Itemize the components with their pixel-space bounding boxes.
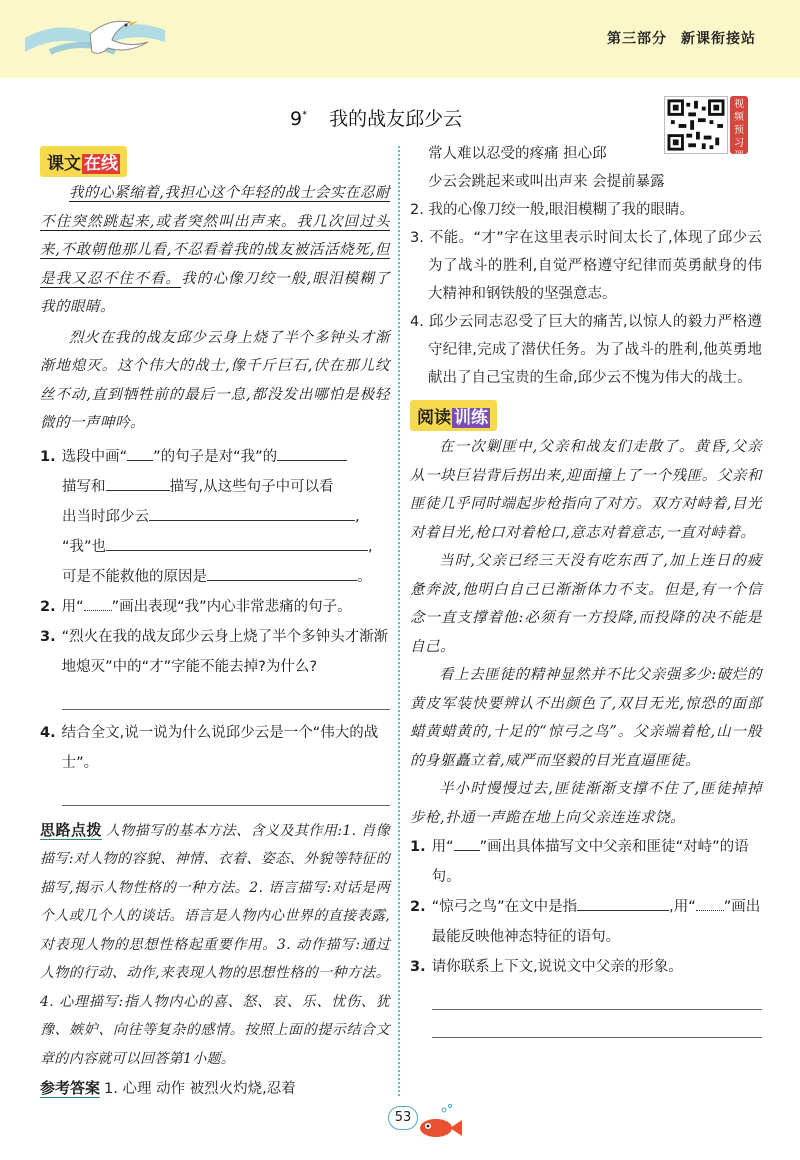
lesson-title xyxy=(290,104,462,131)
rq3-answer-line-1[interactable] xyxy=(432,982,762,1010)
answer-cont-2: 少云会跳起来或叫出声来 会提前暴露 xyxy=(428,174,665,190)
reading-paragraph-3: 看上去匪徒的精神显然并不比父亲强多少:破烂的黄皮军装快要辨认不出颜色了,双目无光,惊恐的面部蜡黄蜡黄的,十足的“惊弓之鸟”。父亲端着枪,山一般的身躯矗立着,威严而坚毅的目光直逼匪徒。 xyxy=(410,667,762,769)
q4-text: 结合全文,说一说为什么说邱少云是一个“伟大的战士”。 xyxy=(61,724,379,771)
q1-blank-3[interactable] xyxy=(149,506,355,521)
q1-mark-blank[interactable] xyxy=(127,446,153,461)
q2-part-b: ”画出表现“我”内心非常悲痛的句子。 xyxy=(111,598,352,615)
q1-part-b: ”的句子是对“我”的 xyxy=(153,448,278,465)
badge-a: 课文 xyxy=(47,154,81,174)
q2-number: 2. xyxy=(40,598,56,615)
answer-2: 2. 我的心像刀绞一般,眼泪模糊了我的眼睛。 xyxy=(410,202,695,218)
badge-b: 在线 xyxy=(84,154,118,174)
reading-question-2 xyxy=(410,892,762,952)
q4-answer-line[interactable] xyxy=(62,778,390,806)
q2-wavy-mark xyxy=(84,596,112,611)
section-label xyxy=(607,28,756,48)
rq3-text: 请你联系上下文,说说文中父亲的形象。 xyxy=(431,959,683,975)
answer-block xyxy=(40,1073,390,1104)
passage-underlined: 我的心紧缩着,我担心这个年轻的战士会实在忍耐不住突然跳起来,或者突然叫出声来。我几次回过头来,不敢朝他那儿看,不忍看着我的战友被活活烧死,但是我又忍不住不看。 xyxy=(40,185,390,287)
q1-blank-4[interactable] xyxy=(106,536,368,551)
tip-block xyxy=(40,816,390,1074)
rq2-number: 2. xyxy=(410,899,426,915)
passage-paragraph-1 xyxy=(40,179,390,322)
fish-submarine-icon xyxy=(414,1102,464,1142)
q1-blank-2[interactable] xyxy=(106,476,170,491)
answer-3: 3. 不能。“才”字在这里表示时间太长了,体现了邱少云为了战斗的胜利,自觉严格遵守纪律而英勇献身的伟大精神和钢铁般的坚强意志。 xyxy=(410,230,762,302)
rq1-mark-blank[interactable] xyxy=(454,837,480,852)
passage-paragraph-2: 烈火在我的战友邱少云身上烧了半个多钟头才渐渐地熄灭。这个伟大的战士,像千斤巨石,伏在那儿纹丝不动,直到牺牲前的最后一息,都没发出哪怕是极轻微的一声呻吟。 xyxy=(40,329,390,431)
question-4 xyxy=(40,718,390,778)
seagull-icon xyxy=(20,8,170,70)
answer-label: 参考答案 xyxy=(40,1079,101,1097)
column-divider xyxy=(398,146,400,1096)
reading-question-3 xyxy=(410,952,762,982)
rq1-number: 1. xyxy=(410,839,426,855)
rq1-part-a: 用“ xyxy=(431,839,454,855)
reading-paragraph-2: 当时,父亲已经三天没有吃东西了,加上连日的疲惫奔波,他明白自己已渐渐体力不支。但是,有一个信念一直支撑着他:必须有一方投降,而投降的决不能是自己。 xyxy=(410,553,762,655)
badge-reading-training xyxy=(410,400,497,431)
rq2-part-c: ”画出最能反映他神态特征的语句。 xyxy=(431,899,761,945)
reading-paragraph-1: 在一次剿匪中,父亲和战友们走散了。黄昏,父亲从一块巨岩背后拐出来,迎面撞上了一个残匪。父亲和匪徒几乎同时端起步枪指向了对方。双方对峙着,目光对着目光,枪口对着枪口,意志对着意志,一直对峙着。 xyxy=(410,439,762,541)
q1-part-a: 选段中画“ xyxy=(61,448,128,465)
answer-cont-1: 常人难以忍受的疼痛 担心邱 xyxy=(428,146,607,162)
rq3-answer-line-2[interactable] xyxy=(432,1010,762,1038)
station-label: 新课衔接站 xyxy=(681,31,756,47)
read-badge-b: 训练 xyxy=(454,408,488,428)
answer-text: 1. 心理 动作 被烈火灼烧,忍着 xyxy=(104,1081,296,1097)
q1-part-d: 描写,从这些句子中可以看 xyxy=(169,478,334,495)
rq2-part-a: “惊弓之鸟”在文中是指 xyxy=(431,899,578,915)
rq2-blank[interactable] xyxy=(577,897,669,912)
q4-number: 4. xyxy=(40,724,56,741)
q1-part-g: 可是不能救他的原因是 xyxy=(62,568,207,585)
tip-text: 人物描写的基本方法、含义及其作用:1. 肖像描写:对人物的容貌、神情、衣着、姿态、外貌等特征的描写,揭示人物性格的一种方法。2. 语言描写:对话是两个人或几个人的谈话。语言是人物内心世界的直接表露,对表现人物的思想性格起重要作用。3. 动作描写:通过人物的行动、动作,来表现人物的思想性格的一种方法。4. 心理描写:指人物内心的喜、怒、哀、乐、忧伤、犹豫、嫉妒、向往等复杂的感情。按照上面的提示结合文章的内容就可以回答第1小题。 xyxy=(40,822,391,1067)
qr-tag: 视频预习课 xyxy=(730,96,748,154)
reading-question-1 xyxy=(410,832,762,892)
q1-part-e: 出当时邱少云 xyxy=(62,508,149,525)
lesson-title-text: 我的战友邱少云 xyxy=(329,108,463,130)
right-column xyxy=(410,140,762,1038)
lesson-number: 9 xyxy=(290,108,303,130)
badge-text-online xyxy=(40,146,127,177)
left-column xyxy=(40,146,390,1104)
lesson-mark: * xyxy=(302,109,308,121)
q1-number: 1. xyxy=(40,448,56,465)
part-label: 第三部分 xyxy=(607,31,667,47)
question-2 xyxy=(40,592,390,622)
question-1: 1. 选段中画“ ”的句子是对“我”的 描写和 描写,从这些句子中可以看 出当时邱少云 , “我”也 , 可是不能救他的原因是 。 xyxy=(40,442,390,592)
q1-blank-5[interactable] xyxy=(207,566,357,581)
q3-answer-line[interactable] xyxy=(62,682,390,710)
passage-rest: 我的心像刀绞一般,眼泪模糊了我的眼睛。 xyxy=(40,270,391,315)
reading-paragraph-4: 半小时慢慢过去,匪徒渐渐支撑不住了,匪徒掉掉步枪,扑通一声跪在地上向父亲连连求饶。 xyxy=(410,781,762,826)
rq2-part-b: ,用“ xyxy=(669,899,696,915)
rq2-wavy-mark xyxy=(696,897,724,912)
q1-part-c: 描写和 xyxy=(62,478,106,495)
q3-number: 3. xyxy=(40,628,56,645)
page-number: 53 xyxy=(388,1106,418,1130)
tip-label: 思路点拨 xyxy=(40,820,102,839)
read-badge-a: 阅读 xyxy=(417,408,451,428)
answer-4: 4. 邱少云同志忍受了巨大的痛苦,以惊人的毅力严格遵守纪律,完成了潜伏任务。为了战斗的胜利,他英勇地献出了自己宝贵的生命,邱少云不愧为伟大的战士。 xyxy=(410,314,762,386)
header-band xyxy=(0,0,800,78)
q1-part-f: “我”也 xyxy=(62,538,107,555)
rq3-number: 3. xyxy=(410,959,426,975)
rq1-part-b: ”画出具体描写文中父亲和匪徒“对峙”的语句。 xyxy=(431,839,749,885)
q2-part-a: 用“ xyxy=(61,598,84,615)
question-3 xyxy=(40,622,390,682)
q3-text: “烈火在我的战友邱少云身上烧了半个多钟头才渐渐地熄灭”中的“才”字能不能去掉?为什么? xyxy=(61,628,389,675)
q1-blank-1[interactable] xyxy=(277,446,347,461)
